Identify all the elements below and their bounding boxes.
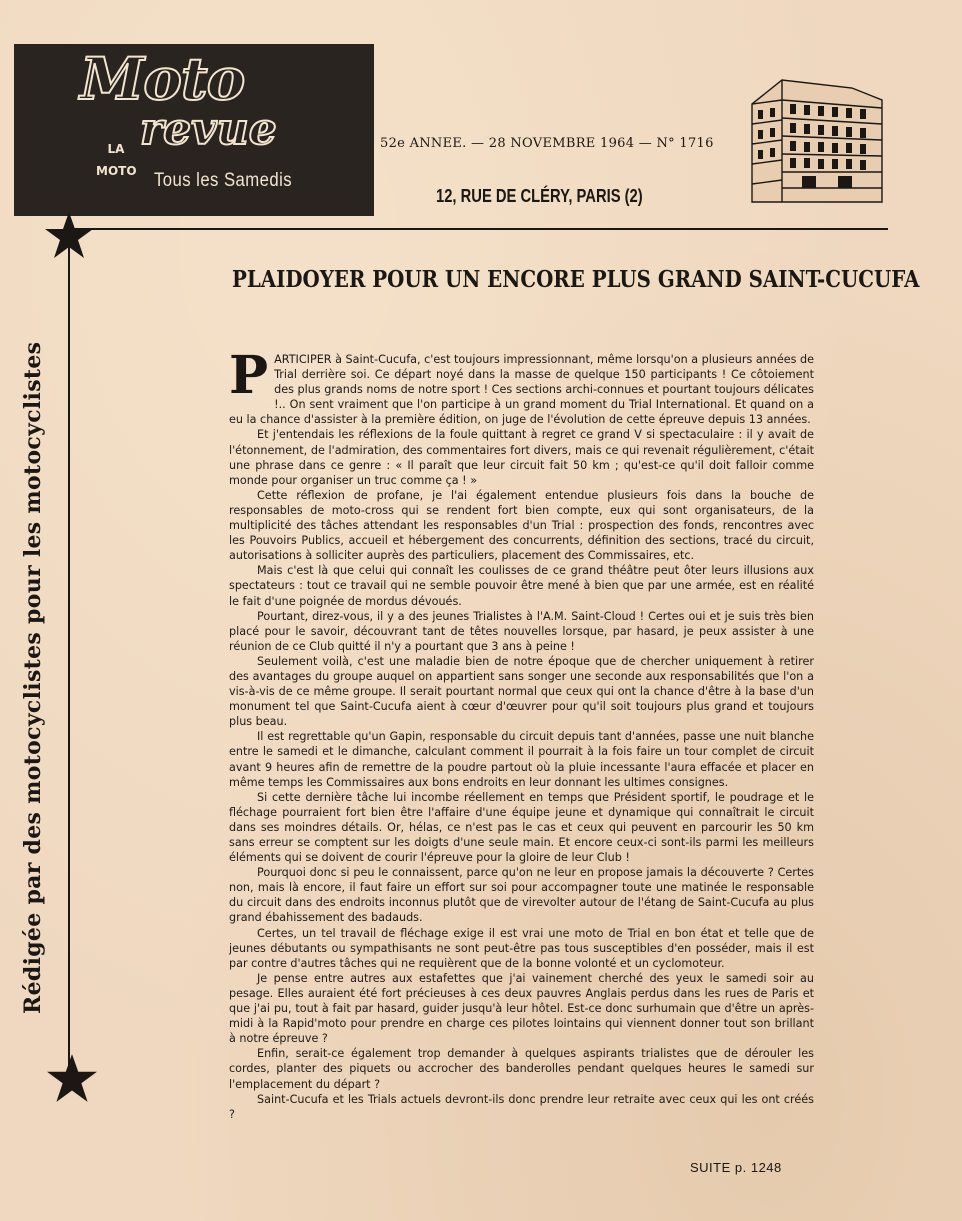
drop-cap: P	[229, 345, 269, 406]
article-paragraph: Pourtant, direz-vous, il y a des jeunes Trialistes à l'A.M. Saint-Cloud ! Certes oui et je suis très bien placé pour le savoir, découvrant tant de têtes nouvelles lorsque, par hasard, je peux assister à une réunion de ce Club quitté il n'y a pourtant que 3 ans à peine !	[229, 609, 814, 653]
article-paragraph: Et j'entendais les réflexions de la foule quittant à regret ce grand V si spectaculaire : il y avait de l'étonnement, de l'admiration, des commentaires fort divers, mais ce qui revenait régulièrement, c'était une phrase dans ce genre : « Il paraît que leur circuit fait 50 km ; qu'est-ce qu'il doit falloir comme monde pour organiser un truc comme ça ! »	[229, 428, 814, 487]
article-paragraph: Saint-Cucufa et les Trials actuels devront-ils donc prendre leur retraite avec ceux qui les ont créés ?	[229, 1092, 814, 1121]
masthead-rule	[68, 228, 888, 230]
article-paragraph: Si cette dernière tâche lui incombe réellement en temps que Président sportif, le poudrage et le fléchage pourraient fort bien être l'affaire d'une équipe jeune et dynamique qui connaîtrait le circuit dans ses moindres détails. Or, hélas, ce n'est pas le cas et ceux qui peuvent en parcourir les 50 km sans erreur se comptent sur les doigts d'une seule main. Et encore ceux-ci sont-ils parmi les meilleurs éléments qui se doivent de courir l'épreuve pour la gloire de leur Club !	[229, 790, 814, 865]
masthead-tagline: Tous les Samedis	[154, 170, 293, 191]
logo-moto: Moto	[80, 45, 245, 113]
article-paragraph: Seulement voilà, c'est une maladie bien de notre époque que de chercher uniquement à retirer des avantages du groupe auquel on appartient sans songer une seconde aux responsabilités que l'on a vis-à-vis de ce même groupe. Il serait pourtant normal que ceux qui ont la chance d'être à la base d'un monument tel que Saint-Cucufa aient à cœur d'œuvrer pour qu'il soit toujours plus grand et toujours plus beau.	[229, 654, 814, 729]
sidebar-motto: Rédigée par des motocyclistes pour les motocyclistes	[20, 341, 46, 1014]
article-body	[229, 345, 814, 1122]
logo-la-moto	[96, 138, 136, 182]
article-paragraph: Je pense entre autres aux estafettes que j'ai vainement cherché des yeux le samedi soir au pesage. Elles auraient été fort précieuses à ces deux pauvres Anglais perdus dans les rues de Paris et que j'ai pu, tout à fait par hasard, guider jusqu'à leur hôtel. Est-ce donc surhumain que d'être un après-midi à la Rapid'moto pour prendre en charge ces pilotes lointains qui viennent donner tout son brillant à notre épreuve ?	[229, 971, 814, 1046]
article-headline: PLAIDOYER POUR UN ENCORE PLUS GRAND SAINT-CUCUFA	[232, 266, 920, 293]
article-paragraph: Certes, un tel travail de fléchage exige il est vrai une moto de Trial en bon état et telle que de jeunes débutants ou sympathisants ne sont peut-être pas tous susceptibles d'en posséder, mais il est par contre d'autres tâches qui ne requièrent que de la bonne volonté et un cyclomoteur.	[229, 926, 814, 970]
star-ornament-bottom-icon	[46, 1052, 98, 1104]
article-paragraph: Mais c'est là que celui qui connaît les coulisses de ce grand théâtre peut ôter leurs illusions aux spectateurs : tout ce travail qui ne semble pouvoir être mené à bien que par une armée, est en réalité le fait d'une poignée de mordus dévoués.	[229, 564, 814, 608]
article-paragraph: Cette réflexion de profane, je l'ai également entendue plusieurs fois dans la bouche de responsables de moto-cross qui se rendent fort bien compte, eux qui sont organisateurs, de la multiplicité des tâches attendant les responsables d'un Trial : prospection des fonds, rencontres avec les Pouvoirs Publics, accueil et hébergement des concurrents, définition des sections, tracé du circuit, autorisations à solliciter auprès des particuliers, placement des Commissaires, etc.	[229, 488, 814, 563]
logo-moto-small: MOTO	[96, 164, 137, 178]
logo-revue: revue	[140, 104, 277, 155]
article-paragraph: PARTICIPER à Saint-Cucufa, c'est toujours impressionnant, même lorsqu'on a plusieurs années de Trial derrière soi. Ce départ noyé dans la masse de quelque 150 participants ! Ce côtoiement des plus grands noms de notre sport ! Ces sections archi-connues et pourtant toujours délicates !.. On sent vraiment que l'on participe à un grand moment du Trial International. Et quand on a eu la chance d'assister à la première édition, on juge de l'évolution de cette épreuve depuis 13 années.	[229, 345, 814, 427]
star-ornament-top-icon	[44, 210, 94, 260]
building-illustration-icon	[742, 74, 888, 204]
issue-date-line: 52e ANNEE. — 28 NOVEMBRE 1964 — N° 1716	[380, 136, 714, 151]
article-paragraph: Il est regrettable qu'un Gapin, responsable du circuit depuis tant d'années, passe une nuit blanche entre le samedi et le dimanche, calculant comment il pourrait à la fois faire un tour complet de circuit avant 9 heures afin de remettre de la poudre partout où la pluie incessante l'aura effacée et placer en même temps les Commissaires aux bons endroits en leur donnant les ultimes consignes.	[229, 730, 814, 789]
logo-la: LA	[107, 142, 125, 156]
continuation-note: SUITE p. 1248	[690, 1160, 782, 1175]
article-paragraph: Enfin, serait-ce également trop demander à quelques aspirants trialistes que de dérouler les cordes, planter des piquets ou accrocher des banderolles pendant quelques heures le samedi sur l'emplacement du départ ?	[229, 1047, 814, 1091]
sidebar-rule	[68, 228, 70, 1088]
publisher-address: 12, RUE DE CLÉRY, PARIS (2)	[436, 186, 643, 206]
article-paragraph: Pourquoi donc si peu le connaissent, parce qu'on ne leur en propose jamais la découverte ? Certes non, mais là encore, il faut faire un effort sur soi pour accompagner toute une matinée le responsable du circuit dans des endroits inconnus plutôt que de virevolter autour de l'étang de Saint-Cucufa au plus grand ébahissement des badauds.	[229, 866, 814, 925]
